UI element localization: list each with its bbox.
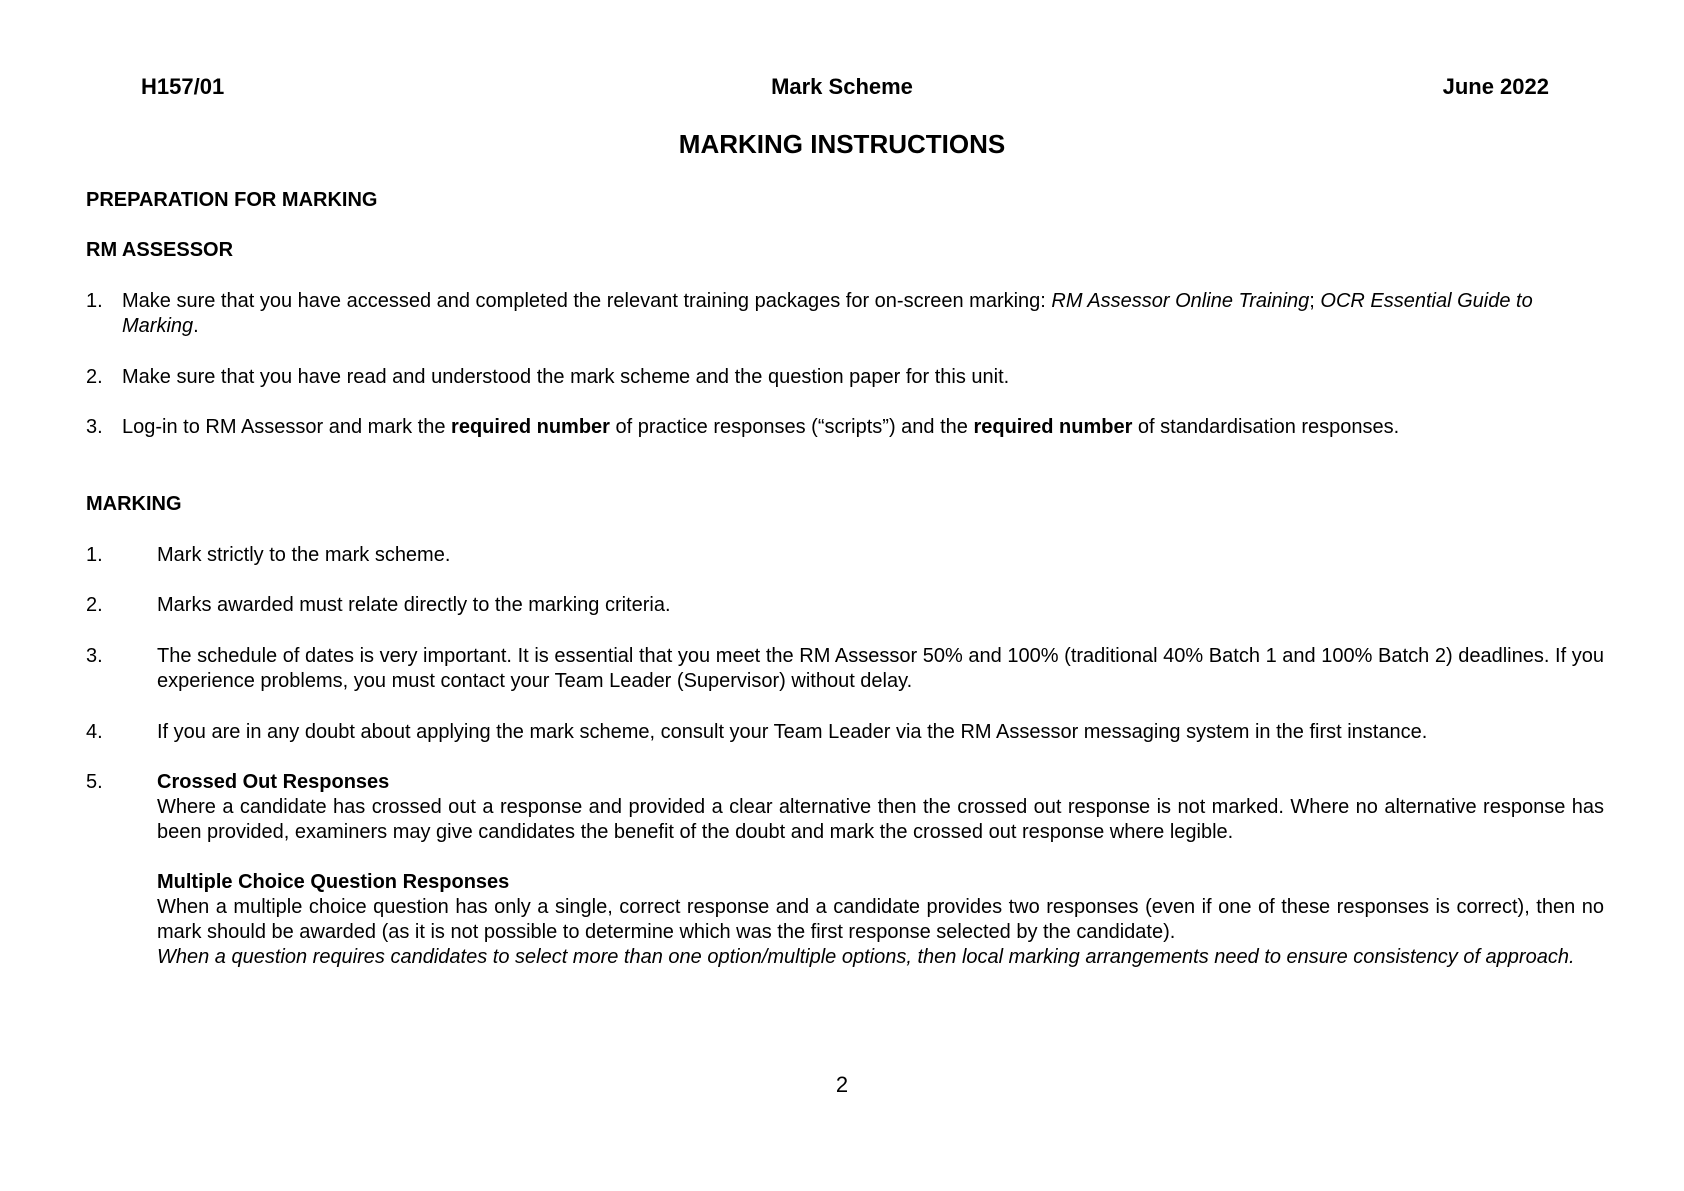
item-text: The schedule of dates is very important. It is essential that you meet the RM Assessor 50% and 100% (traditional 40% Batch 1 and 100% Batch 2) deadlines. If you experience problems, you must contact your Team Leader (Supervisor) without delay. <box>157 645 1604 692</box>
crossed-out-title: Crossed Out Responses <box>157 771 390 793</box>
page-header <box>0 74 1684 104</box>
text-segment: of practice responses (“scripts”) and the <box>609 416 974 438</box>
mcq-title: Multiple Choice Question Responses <box>157 871 510 893</box>
item-number: 2. <box>86 366 103 388</box>
item-text: If you are in any doubt about applying the mark scheme, consult your Team Leader via the RM Assessor messaging system in the first instance. <box>157 721 1428 743</box>
text-segment: Log-in to RM Assessor and mark the <box>122 416 452 438</box>
marking-heading: MARKING <box>86 493 182 515</box>
text-segment: Make sure that you have accessed and completed the relevant training packages for on-screen marking: <box>122 290 1052 312</box>
item-text <box>157 770 1604 970</box>
item-number: 5. <box>86 771 103 793</box>
crossed-out-text: Where a candidate has crossed out a response and provided a clear alternative then the crossed out response is not marked. Where no alternative response has been provided, examiners may give candidates the benefit of the doubt and mark the crossed out response where legible. <box>157 796 1604 843</box>
text-segment: . <box>193 315 199 337</box>
mcq-text: When a multiple choice question has only a single, correct response and a candidate provides two responses (even if one of these responses is correct), then no mark should be awarded (as it is not possible to determine which was the first response selected by the candidate). <box>157 896 1604 943</box>
emphasis: required number <box>973 416 1133 438</box>
paper-code: H157/01 <box>141 74 225 99</box>
item-number: 2. <box>86 594 103 616</box>
text-segment: ; <box>1309 290 1321 312</box>
item-text: Marks awarded must relate directly to the marking criteria. <box>157 594 671 616</box>
item-text: Make sure that you have read and understood the mark scheme and the question paper for this unit. <box>122 366 1010 388</box>
header-title: Mark Scheme <box>771 74 913 99</box>
item-number: 4. <box>86 721 103 743</box>
item-number: 3. <box>86 645 103 667</box>
item-text <box>122 289 1602 339</box>
training-title: RM Assessor Online Training <box>1051 290 1310 312</box>
exam-date: June 2022 <box>1442 74 1549 99</box>
mcq-italic-note: When a question requires candidates to select more than one option/multiple options, then local marking arrangements need to ensure consistency of approach. <box>157 946 1575 968</box>
item-text <box>122 415 1602 440</box>
main-title: MARKING INSTRUCTIONS <box>678 129 1006 159</box>
preparation-heading: PREPARATION FOR MARKING <box>86 189 378 211</box>
item-text: Mark strictly to the mark scheme. <box>157 544 451 566</box>
item-number: 1. <box>86 544 103 566</box>
item-number: 3. <box>86 416 103 438</box>
guide-title: OCR Essential Guide to Marking <box>122 290 1533 337</box>
rm-assessor-heading: RM ASSESSOR <box>86 239 234 261</box>
emphasis: required number <box>451 416 610 438</box>
item-number: 1. <box>86 290 103 312</box>
page-number: 2 <box>835 1072 849 1097</box>
text-segment: of standardisation responses. <box>1132 416 1400 438</box>
